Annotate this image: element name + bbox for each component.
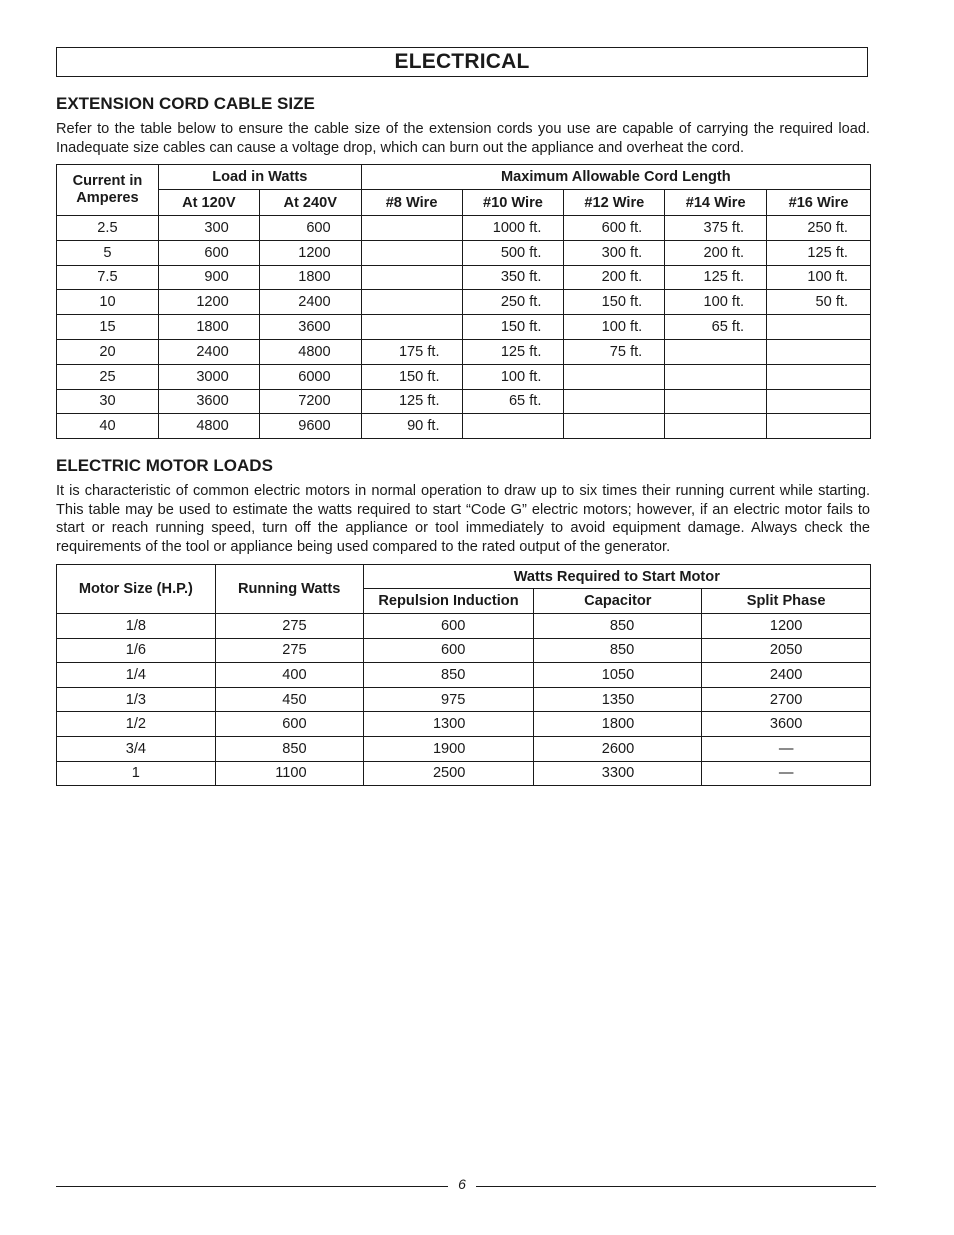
table-row: [57, 687, 871, 712]
table-row: [57, 736, 871, 761]
table-cell: 200 ft.: [665, 240, 767, 265]
table-cell: [767, 364, 871, 389]
table-row: [57, 290, 871, 315]
extension-cord-table: [56, 164, 871, 439]
table-row: [57, 414, 871, 439]
table-cell: 3600: [702, 712, 871, 737]
table-cell: 600: [158, 240, 259, 265]
table-cell: 250 ft.: [462, 290, 564, 315]
table-cell: 40: [57, 414, 159, 439]
table-cell: 125 ft.: [665, 265, 767, 290]
table-cell: 100 ft.: [665, 290, 767, 315]
table-cell: 600 ft.: [564, 216, 665, 241]
table-cell: 2700: [702, 687, 871, 712]
table-cell: 65 ft.: [665, 315, 767, 340]
table-cell: [361, 315, 462, 340]
table-row: [57, 712, 871, 737]
length-header: Maximum Allowable Cord Length: [361, 165, 870, 190]
table-cell: 2400: [158, 339, 259, 364]
table-cell: 1350: [534, 687, 702, 712]
footer-rule: [56, 1186, 448, 1187]
table-cell: [767, 389, 871, 414]
table-cell: 1/3: [57, 687, 216, 712]
sub-header: #8 Wire: [361, 190, 462, 216]
table-cell: 1800: [534, 712, 702, 737]
table-cell: [361, 265, 462, 290]
table-cell: 125 ft.: [361, 389, 462, 414]
table-cell: 300 ft.: [564, 240, 665, 265]
table-cell: 2050: [702, 638, 871, 663]
table-cell: 2400: [259, 290, 361, 315]
table-cell: 7.5: [57, 265, 159, 290]
table-cell: 10: [57, 290, 159, 315]
table-cell: 1: [57, 761, 216, 786]
section-title: ELECTRICAL: [394, 50, 530, 73]
table-cell: 850: [215, 736, 363, 761]
table-cell: [361, 290, 462, 315]
table-cell: 1/6: [57, 638, 216, 663]
table-row: [57, 364, 871, 389]
table-cell: 275: [215, 638, 363, 663]
table-cell: 3600: [259, 315, 361, 340]
table-row: [57, 389, 871, 414]
footer-rule: [476, 1186, 876, 1187]
extension-cord-heading: EXTENSION CORD CABLE SIZE: [56, 94, 315, 113]
table-cell: 20: [57, 339, 159, 364]
table-cell: 350 ft.: [462, 265, 564, 290]
table-cell: 5: [57, 240, 159, 265]
table-cell: 1200: [259, 240, 361, 265]
table-cell: 150 ft.: [462, 315, 564, 340]
running-watts-header: Running Watts: [215, 565, 363, 614]
table-cell: —: [702, 761, 871, 786]
table-cell: 100 ft.: [767, 265, 871, 290]
table-cell: 600: [363, 614, 534, 639]
table-row: [57, 265, 871, 290]
table-cell: 50 ft.: [767, 290, 871, 315]
table-cell: [462, 414, 564, 439]
table-cell: [665, 339, 767, 364]
table-cell: —: [702, 736, 871, 761]
motor-loads-intro: It is characteristic of common electric motors in normal operation to draw up to six times their running current while starting. This table may be used to estimate the watts required to start “Code G” electric motors; however, if an electric motor fails to start or reach running speed, turn off the appliance or tool immediately to avoid equipment damage. Always check the requirements of the tool or appliance being used compared to the rated output of the generator.: [56, 483, 870, 555]
table-cell: 125 ft.: [462, 339, 564, 364]
table-cell: 450: [215, 687, 363, 712]
motor-size-header: Motor Size (H.P.): [57, 565, 216, 614]
table-cell: 1200: [158, 290, 259, 315]
table-cell: 3300: [534, 761, 702, 786]
sub-header: #14 Wire: [665, 190, 767, 216]
sub-header: Repulsion Induction: [363, 589, 534, 614]
table-row: [57, 216, 871, 241]
sub-header: #16 Wire: [767, 190, 871, 216]
table-cell: 3600: [158, 389, 259, 414]
sub-header: Capacitor: [534, 589, 702, 614]
table-cell: 1800: [158, 315, 259, 340]
table-cell: 90 ft.: [361, 414, 462, 439]
table-row: [57, 614, 871, 639]
table-cell: 6000: [259, 364, 361, 389]
table-cell: 65 ft.: [462, 389, 564, 414]
table-cell: 75 ft.: [564, 339, 665, 364]
table-cell: 2400: [702, 663, 871, 688]
table-cell: 4800: [158, 414, 259, 439]
table-cell: 9600: [259, 414, 361, 439]
table-cell: 975: [363, 687, 534, 712]
table-cell: 3000: [158, 364, 259, 389]
table-row: [57, 663, 871, 688]
table-row: [57, 638, 871, 663]
table-row: [57, 240, 871, 265]
table-cell: 15: [57, 315, 159, 340]
table-cell: 150 ft.: [361, 364, 462, 389]
table-cell: 400: [215, 663, 363, 688]
table-cell: 1/4: [57, 663, 216, 688]
extension-cord-intro: Refer to the table below to ensure the cable size of the extension cords you use are capable of carrying the required load. Inadequate size cables can cause a voltage drop, which can burn out the appliance and overheat the cord.: [56, 121, 870, 156]
table-cell: [564, 364, 665, 389]
table-cell: 375 ft.: [665, 216, 767, 241]
table-cell: [767, 339, 871, 364]
table-cell: 4800: [259, 339, 361, 364]
table-cell: [665, 364, 767, 389]
table-cell: [361, 240, 462, 265]
table-cell: 850: [363, 663, 534, 688]
table-cell: 300: [158, 216, 259, 241]
table-cell: [767, 414, 871, 439]
table-cell: 3/4: [57, 736, 216, 761]
table-cell: 2600: [534, 736, 702, 761]
table-cell: 7200: [259, 389, 361, 414]
table-cell: 1/8: [57, 614, 216, 639]
table-cell: [361, 216, 462, 241]
table-cell: [665, 414, 767, 439]
table-cell: 1100: [215, 761, 363, 786]
table-cell: 200 ft.: [564, 265, 665, 290]
motor-loads-table: [56, 564, 871, 786]
sub-header: At 120V: [158, 190, 259, 216]
table-cell: 1200: [702, 614, 871, 639]
table-row: [57, 315, 871, 340]
table-cell: 1900: [363, 736, 534, 761]
table-cell: 1000 ft.: [462, 216, 564, 241]
table-cell: 100 ft.: [564, 315, 665, 340]
table-cell: 850: [534, 614, 702, 639]
table-cell: 600: [363, 638, 534, 663]
table-cell: [767, 315, 871, 340]
load-header: Load in Watts: [158, 165, 361, 190]
table-cell: 125 ft.: [767, 240, 871, 265]
page-number: 6: [458, 1176, 466, 1192]
table-cell: 600: [215, 712, 363, 737]
table-cell: 100 ft.: [462, 364, 564, 389]
table-cell: 2500: [363, 761, 534, 786]
table-cell: 150 ft.: [564, 290, 665, 315]
table-cell: 500 ft.: [462, 240, 564, 265]
sub-header: At 240V: [259, 190, 361, 216]
section-banner: [56, 47, 868, 77]
start-watts-header: Watts Required to Start Motor: [363, 565, 870, 589]
table-cell: 275: [215, 614, 363, 639]
table-cell: 1/2: [57, 712, 216, 737]
table-cell: 900: [158, 265, 259, 290]
table-cell: 2.5: [57, 216, 159, 241]
sub-header: #10 Wire: [462, 190, 564, 216]
sub-header: #12 Wire: [564, 190, 665, 216]
table-cell: 25: [57, 364, 159, 389]
motor-loads-heading: ELECTRIC MOTOR LOADS: [56, 456, 273, 475]
table-cell: 1050: [534, 663, 702, 688]
table-cell: [564, 414, 665, 439]
table-row: [57, 761, 871, 786]
table-row: [57, 339, 871, 364]
table-cell: 850: [534, 638, 702, 663]
current-header: Current in Amperes: [57, 165, 159, 216]
table-cell: 1300: [363, 712, 534, 737]
table-cell: [564, 389, 665, 414]
table-cell: 1800: [259, 265, 361, 290]
table-cell: [665, 389, 767, 414]
sub-header: Split Phase: [702, 589, 871, 614]
table-cell: 30: [57, 389, 159, 414]
table-cell: 175 ft.: [361, 339, 462, 364]
table-cell: 600: [259, 216, 361, 241]
table-cell: 250 ft.: [767, 216, 871, 241]
